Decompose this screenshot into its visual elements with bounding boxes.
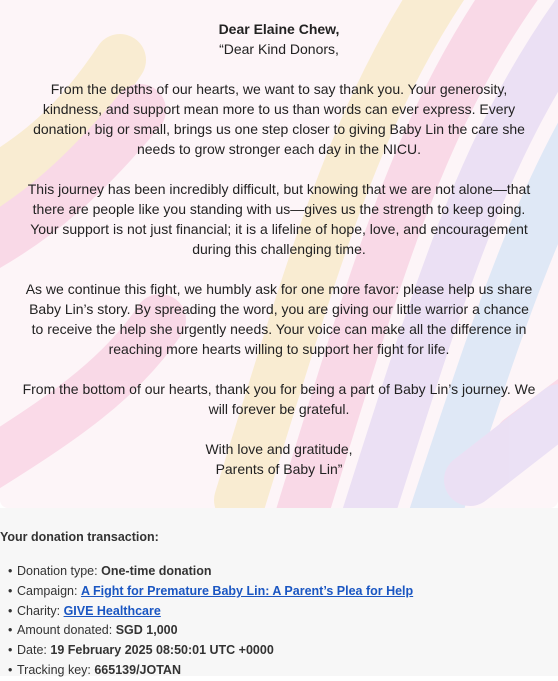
campaign-label: Campaign: <box>17 583 78 598</box>
list-item <box>8 562 413 582</box>
letter-closing: With love and gratitude, <box>205 441 353 457</box>
list-item <box>8 641 413 661</box>
tracking-key-label: Tracking key: <box>17 662 91 677</box>
campaign-link[interactable]: A Fight for Premature Baby Lin: A Parent’s Plea for Help <box>80 583 414 598</box>
donation-type-value: One-time donation <box>101 564 212 578</box>
letter-signature: Parents of Baby Lin” <box>215 461 343 477</box>
list-item <box>8 661 413 681</box>
transaction-details-list <box>8 562 413 681</box>
bullet-icon: • <box>8 623 13 638</box>
date-value: 19 February 2025 08:50:01 UTC +0000 <box>50 643 274 658</box>
charity-link[interactable]: GIVE Healthcare <box>63 603 161 618</box>
amount-value: SGD 1,000 <box>115 623 178 638</box>
letter-paragraph-2: This journey has been incredibly difficult, but knowing that we are not alone—that there are people like you standing with us—gives us the strength to keep going. Your support is not just financial; it is a lifeline of hope, love, and encouragement during this challenging time. <box>27 181 531 257</box>
bullet-icon: • <box>8 583 13 598</box>
bullet-icon: • <box>8 603 13 618</box>
recipient-greeting: Dear Elaine Chew, <box>218 21 340 37</box>
bullet-icon: • <box>8 662 13 677</box>
amount-label: Amount donated: <box>17 623 113 638</box>
date-label: Date: <box>17 643 47 658</box>
list-item <box>8 602 413 622</box>
donation-type-label: Donation type: <box>17 564 98 578</box>
list-item <box>8 582 413 602</box>
letter-paragraph-3: As we continue this fight, we humbly ask for one more favor: please help us share Baby Lin’s story. By spreading the word, you are giving our little warrior a chance to receive the help she urgently needs. Your voice can make all the difference in reaching more hearts willing to support her fight for life. <box>25 281 533 357</box>
transaction-heading: Your donation transaction: <box>0 530 159 544</box>
donation-transaction-section <box>0 508 558 676</box>
list-item <box>8 621 413 641</box>
tracking-key-value: 665139/JOTAN <box>94 662 181 677</box>
letter-paragraph-1: From the depths of our hearts, we want to say thank you. Your generosity, kindness, and support mean more to us than words can ever express. Every donation, big or small, brings us one step closer to giving Baby Lin the care she needs to grow stronger each day in the NICU. <box>33 81 525 157</box>
letter-paragraph-4: From the bottom of our hearts, thank you for being a part of Baby Lin’s journey. We will forever be grateful. <box>22 381 536 417</box>
bullet-icon: • <box>8 564 13 578</box>
bullet-icon: • <box>8 643 13 658</box>
letter-salutation: “Dear Kind Donors, <box>219 41 339 57</box>
charity-label: Charity: <box>17 603 61 618</box>
